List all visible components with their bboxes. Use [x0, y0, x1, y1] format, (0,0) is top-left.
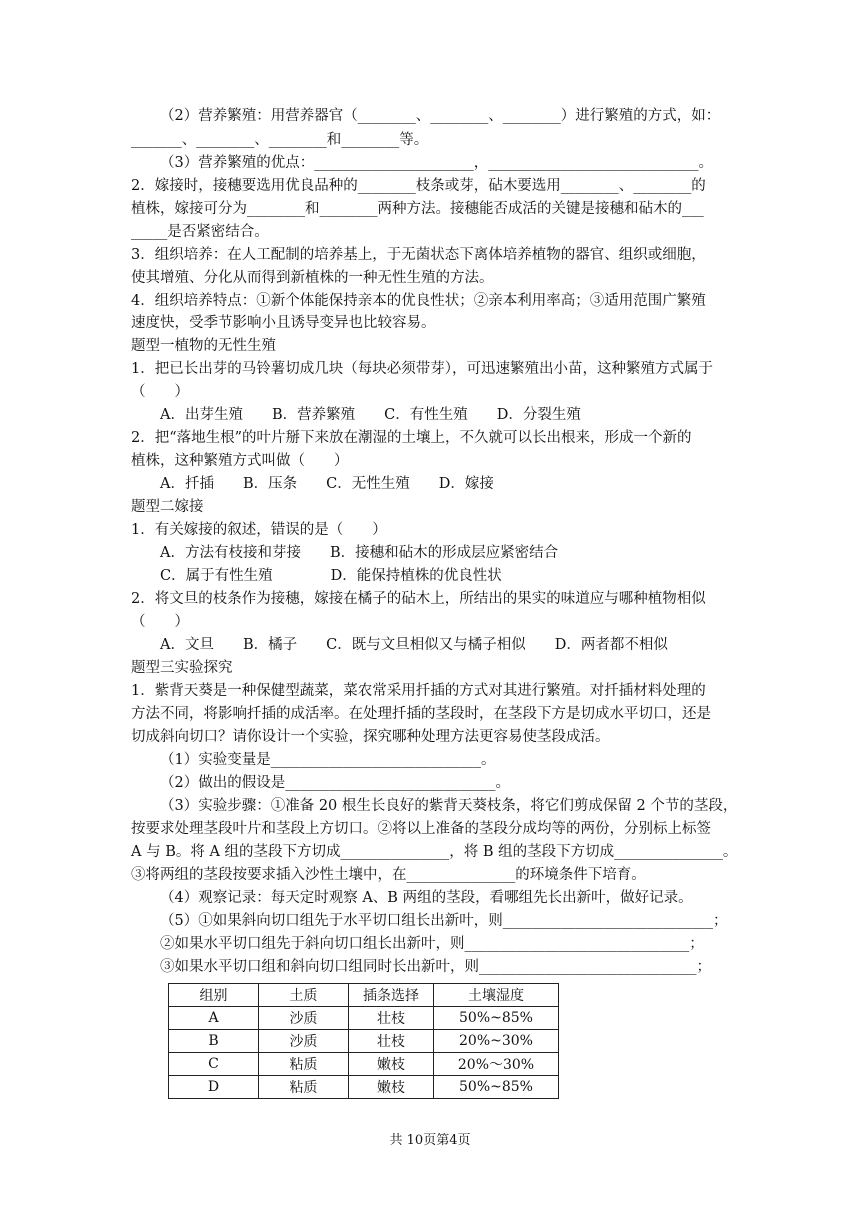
text-line: （3）实验步骤：①准备 20 根生长良好的紫背天葵枝条，将它们剪成保留 2 个节的茎段， [160, 798, 738, 814]
text-line: 3．组织培养：在人工配制的培养基上，于无菌状态下离体培养植物的器官、组织或细胞， [131, 247, 706, 263]
text-line: （3）营养繁殖的优点：______________________，_____________________________。 [160, 155, 713, 171]
table-header: 土质 [259, 984, 349, 1007]
table-row [169, 1076, 559, 1099]
question-text: 1．把已长出芽的马铃薯切成几块（每块必须带芽），可迅速繁殖出小苗，这种繁殖方式属于 [131, 361, 713, 377]
data-table [168, 983, 559, 1099]
answer-options: A．扦插 B．压条 C．无性生殖 D．嫁接 [160, 476, 494, 492]
section-heading: 题型一植物的无性生殖 [131, 338, 276, 354]
table-cell: C [169, 1053, 259, 1076]
table-cell: 50%~85% [434, 1007, 559, 1030]
text-line: 使其增殖、分化从而得到新植株的一种无性生殖的方法。 [131, 270, 494, 286]
text-line: 速度快，受季节影响小且诱导变异也比较容易。 [131, 315, 436, 331]
question-text: 方法不同，将影响扦插的成活率。在处理扦插的茎段时，在茎段下方是切成水平切口，还是 [131, 706, 711, 722]
table-header-row [169, 984, 559, 1007]
text-line: （1）实验变量是_____________________________。 [160, 752, 496, 768]
text-line: （2）营养繁殖：用营养器官（________、________、________）进行繁殖的方式，如： [160, 108, 721, 124]
table-cell: 20%~30% [434, 1030, 559, 1053]
table-cell: 嫩枝 [349, 1076, 434, 1099]
text-line: ③将两组的茎段按要求插入沙性土壤中，在_______________的环境条件下培育。 [131, 867, 646, 883]
text-line: 植株，嫁接可分为________和________两种方法。接穗能否成活的关键是接穗和砧木的___ [131, 201, 704, 217]
table-cell: A [169, 1007, 259, 1030]
table-cell: 嫩枝 [349, 1053, 434, 1076]
table-cell: 20%～30% [434, 1053, 559, 1076]
section-heading: 题型三实验探究 [131, 660, 233, 676]
question-text: 2．把“落地生根”的叶片掰下来放在潮湿的土壤上，不久就可以长出根来，形成一个新的 [131, 430, 692, 446]
answer-options: A．出芽生殖 B．营养繁殖 C．有性生殖 D．分裂生殖 [160, 407, 581, 423]
table-cell: B [169, 1030, 259, 1053]
table-cell: 粘质 [259, 1076, 349, 1099]
page-footer: 共 10页第4页 [389, 1133, 471, 1148]
table-row [169, 1007, 559, 1030]
table-header: 土壤湿度 [434, 984, 559, 1007]
table-cell: D [169, 1076, 259, 1099]
section-heading: 题型二嫁接 [131, 499, 204, 515]
answer-options: C．属于有性生殖 D．能保持植株的优良性状 [160, 568, 502, 584]
text-line: A 与 B。将 A 组的茎段下方切成_______________，将 B 组的茎段下方切成_______________。 [131, 844, 738, 860]
table-row [169, 1053, 559, 1076]
text-line: ③如果水平切口组和斜向切口组同时长出新叶，则______________________________； [160, 959, 711, 975]
table-header: 插条选择 [349, 984, 434, 1007]
text-line: （4）观察记录：每天定时观察 A、B 两组的茎段，看哪组先长出新叶，做好记录。 [160, 890, 693, 906]
table-cell: 粘质 [259, 1053, 349, 1076]
question-text: 植株，这种繁殖方式叫做（ ） [131, 453, 349, 469]
table-cell: 沙质 [259, 1030, 349, 1053]
question-text: 切成斜向切口？请你设计一个实验，探究哪种处理方法更容易使茎段成活。 [131, 729, 610, 745]
question-text: 2．将文旦的枝条作为接穗，嫁接在橘子的砧木上，所结出的果实的味道应与哪种植物相似 [131, 591, 706, 607]
answer-bracket: （ ） [131, 614, 189, 630]
text-line: （5）①如果斜向切口组先于水平切口组长出新叶，则_____________________________； [160, 913, 728, 929]
text-line: 4．组织培养特点：①新个体能保持亲本的优良性状；②亲本利用率高；③适用范围广繁殖 [131, 293, 706, 309]
table-cell: 壮枝 [349, 1030, 434, 1053]
text-line: ②如果水平切口组先于斜向切口组长出新叶，则_______________________________； [160, 936, 704, 952]
table-cell: 壮枝 [349, 1007, 434, 1030]
text-line: （2）做出的假设是_____________________________。 [160, 775, 510, 791]
answer-options: A．文旦 B．橘子 C．既与文旦相似又与橘子相似 D．两者都不相似 [160, 637, 668, 653]
text-line: 按要求处理茎段叶片和茎段上方切口。②将以上准备的茎段分成均等的两份，分别标上标签 [131, 821, 711, 837]
text-line: _____是否紧密结合。 [131, 224, 269, 240]
table-cell: 50%~85% [434, 1076, 559, 1099]
question-text: 1．有关嫁接的叙述，错误的是（ ） [131, 522, 387, 538]
table-header: 组别 [169, 984, 259, 1007]
question-text: 1．紫背天葵是一种保健型蔬菜，菜农常采用扦插的方式对其进行繁殖。对扦插材料处理的 [131, 683, 706, 699]
answer-options: A．方法有枝接和芽接 B．接穗和砧木的形成层应紧密结合 [160, 545, 559, 561]
table-cell: 沙质 [259, 1007, 349, 1030]
table-row [169, 1030, 559, 1053]
answer-bracket: （ ） [131, 384, 189, 400]
text-line: 2．嫁接时，接穗要选用优良品种的________枝条或芽，砧木要选用________、________的 [131, 178, 706, 194]
text-line: _______、________、________和________等。 [131, 132, 429, 148]
